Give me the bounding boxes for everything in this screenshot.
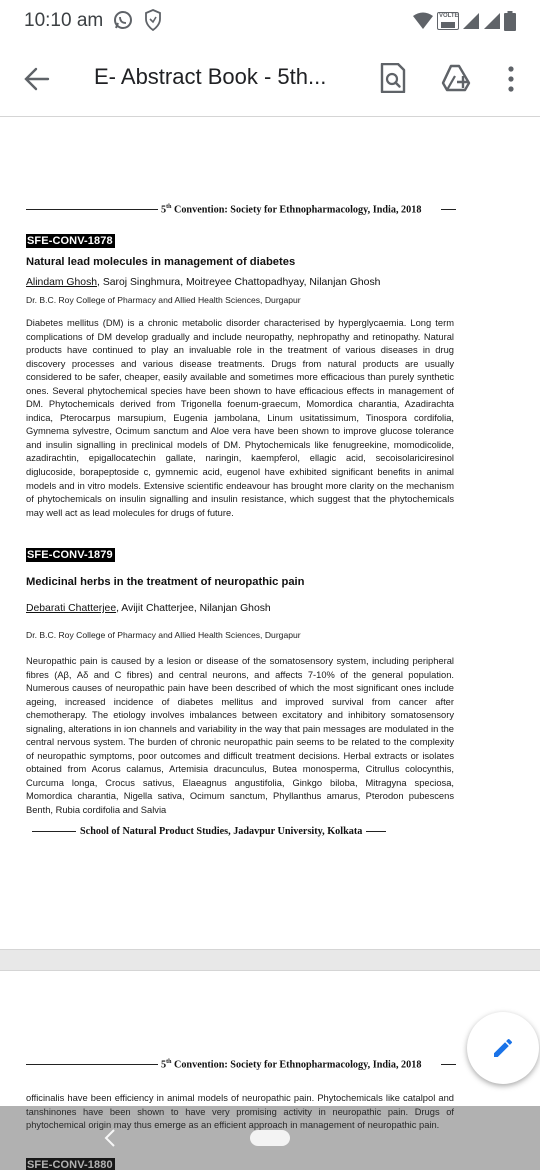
signal-icon — [462, 12, 480, 30]
abstract-id-badge: SFE-CONV-1879 — [27, 549, 113, 561]
abstract-title: Natural lead molecules in management of diabetes — [26, 256, 296, 268]
battery-icon — [504, 11, 516, 31]
wifi-icon — [412, 12, 434, 30]
abstract-affiliation: Dr. B.C. Roy College of Pharmacy and Allied Health Sciences, Durgapur — [26, 630, 301, 640]
running-head: 5th Convention: Society for Ethnopharmacology, India, 2018 — [26, 1059, 470, 1070]
add-to-drive-icon[interactable] — [441, 63, 471, 93]
status-bar — [0, 0, 540, 42]
nav-home-pill[interactable] — [250, 1130, 290, 1146]
status-time: 10:10 am — [24, 10, 104, 31]
shield-icon — [144, 9, 162, 31]
whatsapp-icon — [113, 10, 133, 30]
pdf-viewport[interactable] — [0, 116, 540, 1170]
page-footer: School of Natural Product Studies, Jadavpur University, Kolkata — [32, 826, 428, 837]
abstract-affiliation: Dr. B.C. Roy College of Pharmacy and Allied Health Sciences, Durgapur — [26, 295, 301, 305]
abstract-id-badge: SFE-CONV-1880 — [27, 1159, 113, 1170]
abstract-body: officinalis have been efficiency in animal models of neuropathic pain. Phytochemicals like catalpol and tanshinones have been shown to have very promising activity in neuropathic pain. Drugs of phytochemical origin may thus emerge as an efficient approach in management of neuropathic pain. — [26, 1093, 454, 1131]
more-vert-icon[interactable] — [501, 64, 521, 94]
abstract-title: Medicinal herbs in the treatment of neuropathic pain — [26, 576, 305, 588]
running-head: 5th Convention: Society for Ethnopharmacology, India, 2018 — [26, 204, 470, 215]
system-nav-bar — [0, 1106, 540, 1170]
document-title: E- Abstract Book - 5th... — [94, 64, 327, 89]
find-in-page-icon[interactable] — [379, 63, 407, 93]
edit-button[interactable] — [467, 1012, 539, 1084]
nav-back-icon[interactable] — [103, 1128, 117, 1148]
app-bar — [0, 42, 540, 116]
pdf-page — [0, 116, 540, 950]
volte-icon — [437, 12, 459, 30]
edit-pencil-icon — [491, 1036, 515, 1060]
abstract-body: Diabetes mellitus (DM) is a chronic metabolic disorder characterised by hyperglycaemia. Long term complications of DM develop gradually and include neuropathy, nephropathy and retinopathy. Natural products have continued to play an invaluable role in the treatment of various diseases in drug discovery processes and various disease treatments. Drugs from natural products are usually considered to be safer, cheaper, easily available and sometimes more efficacious than purely synthetic ones. Several phytochemical species have been shown to have efficacious effects in management of DM. Phytochemicals derived from Trigonella foenum-graecum, Momordica charantia, Azadirachta indica, Pterocarpus marsupium, Eugenia jambolana, Linum usitatissimum, Tinospora cordifolia, Gymnema sylvestre, Ocimum sanctum and Aloe vera have been shown to improve glucose tolerance and insulin signalling in preclinical models of DM. Phytochemicals like fenugreekine, momodicolide, azadirachtin, epigallocatechin gallate, naringin, kaempferol, ellagic acid, secoisolariciresinol diglucoside, borapeptoside c, gymnemic acid, eugenol have exhibited significant benefits in animal models and in vitro models. Extensive scientific endeavour has brought more clarity on the mechanism of phytochemicals on insulin signalling and insulin resistance, which suggest that the phytochemicals may well act as lead molecules for drugs of future. — [26, 318, 454, 518]
abstract-id-badge: SFE-CONV-1878 — [27, 235, 113, 247]
status-icons — [412, 9, 516, 33]
abstract-authors: Alindam Ghosh, Saroj Singhmura, Moitreyee Chattopadhyay, Nilanjan Ghosh — [26, 277, 381, 288]
back-arrow-icon[interactable] — [22, 64, 52, 94]
volte-label: VOLTE — [439, 13, 459, 19]
abstract-authors: Debarati Chatterjee, Avijit Chatterjee, Nilanjan Ghosh — [26, 603, 271, 614]
signal-icon — [483, 12, 501, 30]
abstract-body: Neuropathic pain is caused by a lesion or disease of the somatosensory system, including peripheral fibres (Aβ, Aδ and C fibres) and central neurons, and affects 7-10% of the general population. Numerous causes of neuropathic pain have been described of which the most significant ones include ageing, increased incidence of diabetes mellitus and improved survival from cancer after chemotherapy. The etiology involves imbalances between excitatory and inhibitory somatosensory signaling, alterations in ion channels and variability in the way that pain messages are modulated in the central nervous system. The burden of chronic neuropathic pain seems to be related to the complexity of neuropathic symptoms, poor outcomes and difficult treatment decisions. Herbal extracts or isolates obtained from Acorus calamus, Artemisia dracunculus, Butea monosperma, Citrullus colocynthis, Curcuma longa, Crocus sativus, Elaeagnus angustifolia, Ginkgo biloba, Mitragyna speciosa, Momordica charantia, Nigella sativa, Ocimum sanctum, Phyllanthus amarus, Pterodon pubescens Benth, Rubia cordifolia and Salvia — [26, 656, 454, 816]
